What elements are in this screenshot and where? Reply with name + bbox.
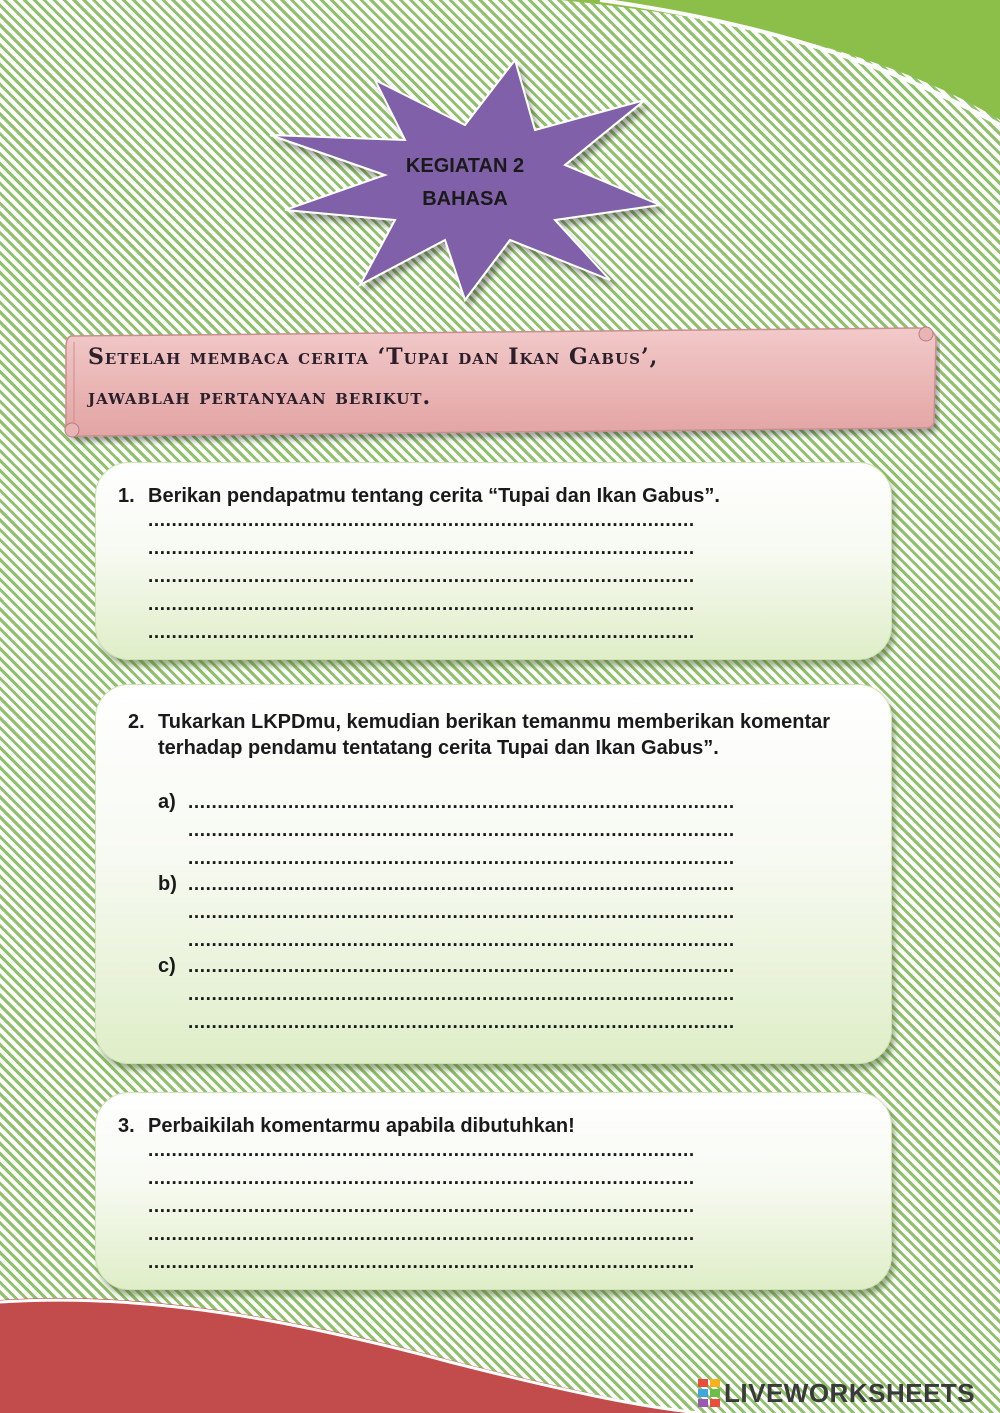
sub-item-c-label: c): [158, 955, 176, 977]
question-3-number: 3.: [118, 1115, 135, 1137]
answer-line[interactable]: .............................................................................................: [148, 1196, 695, 1217]
sub-item-a-label: a): [158, 791, 176, 813]
answer-line[interactable]: .............................................................................................: [188, 902, 735, 923]
answer-line[interactable]: .............................................................................................: [148, 622, 695, 643]
question-2-number: 2.: [128, 711, 145, 733]
answer-line[interactable]: .............................................................................................: [148, 594, 695, 615]
question-3-box: [95, 1092, 892, 1290]
answer-line[interactable]: .............................................................................................: [148, 1252, 695, 1273]
answer-line[interactable]: .............................................................................................: [148, 1168, 695, 1189]
answer-line[interactable]: .............................................................................................: [148, 1140, 695, 1161]
answer-line[interactable]: .............................................................................................: [188, 792, 735, 813]
sub-item-b-label: b): [158, 873, 177, 895]
star-burst-shape: [265, 55, 665, 315]
activity-badge: [265, 55, 665, 315]
scroll-shape: [58, 320, 940, 445]
answer-line[interactable]: .............................................................................................: [148, 538, 695, 559]
question-2-box: [95, 684, 892, 1064]
question-1-text: Berikan pendapatmu tentang cerita “Tupai dan Ikan Gabus”.: [148, 485, 720, 507]
answer-line[interactable]: .............................................................................................: [148, 1224, 695, 1245]
instruction-banner: [58, 320, 940, 445]
answer-line[interactable]: .............................................................................................: [188, 820, 735, 841]
question-1-box: [95, 462, 892, 660]
answer-line[interactable]: .............................................................................................: [188, 874, 735, 895]
question-1-number: 1.: [118, 485, 135, 507]
answer-line[interactable]: .............................................................................................: [188, 984, 735, 1005]
badge-title: KEGIATAN 2: [405, 155, 525, 177]
answer-line[interactable]: .............................................................................................: [148, 566, 695, 587]
liveworksheets-logo[interactable]: [698, 1376, 975, 1410]
answer-line[interactable]: .............................................................................................: [148, 510, 695, 531]
answer-line[interactable]: .............................................................................................: [188, 956, 735, 977]
logo-text: LIVEWORKSHEETS: [724, 1377, 976, 1408]
badge-subtitle: BAHASA: [422, 188, 508, 210]
instruction-line-2: jawablah pertanyaan berikut.: [88, 384, 432, 410]
instruction-line-1: Setelah membaca cerita ‘Tupai dan Ikan Gabus’,: [88, 344, 659, 370]
question-2-text: Tukarkan LKPDmu, kemudian berikan temanmu memberikan komentar terhadap pendamu tentatang cerita Tupai dan Ikan Gabus”.: [158, 711, 831, 759]
answer-line[interactable]: .............................................................................................: [188, 930, 735, 951]
liveworksheets-grid-icon: [698, 1379, 720, 1407]
answer-line[interactable]: .............................................................................................: [188, 848, 735, 869]
question-3-text: Perbaikilah komentarmu apabila dibutuhkan!: [148, 1115, 575, 1137]
answer-line[interactable]: .............................................................................................: [188, 1012, 735, 1033]
